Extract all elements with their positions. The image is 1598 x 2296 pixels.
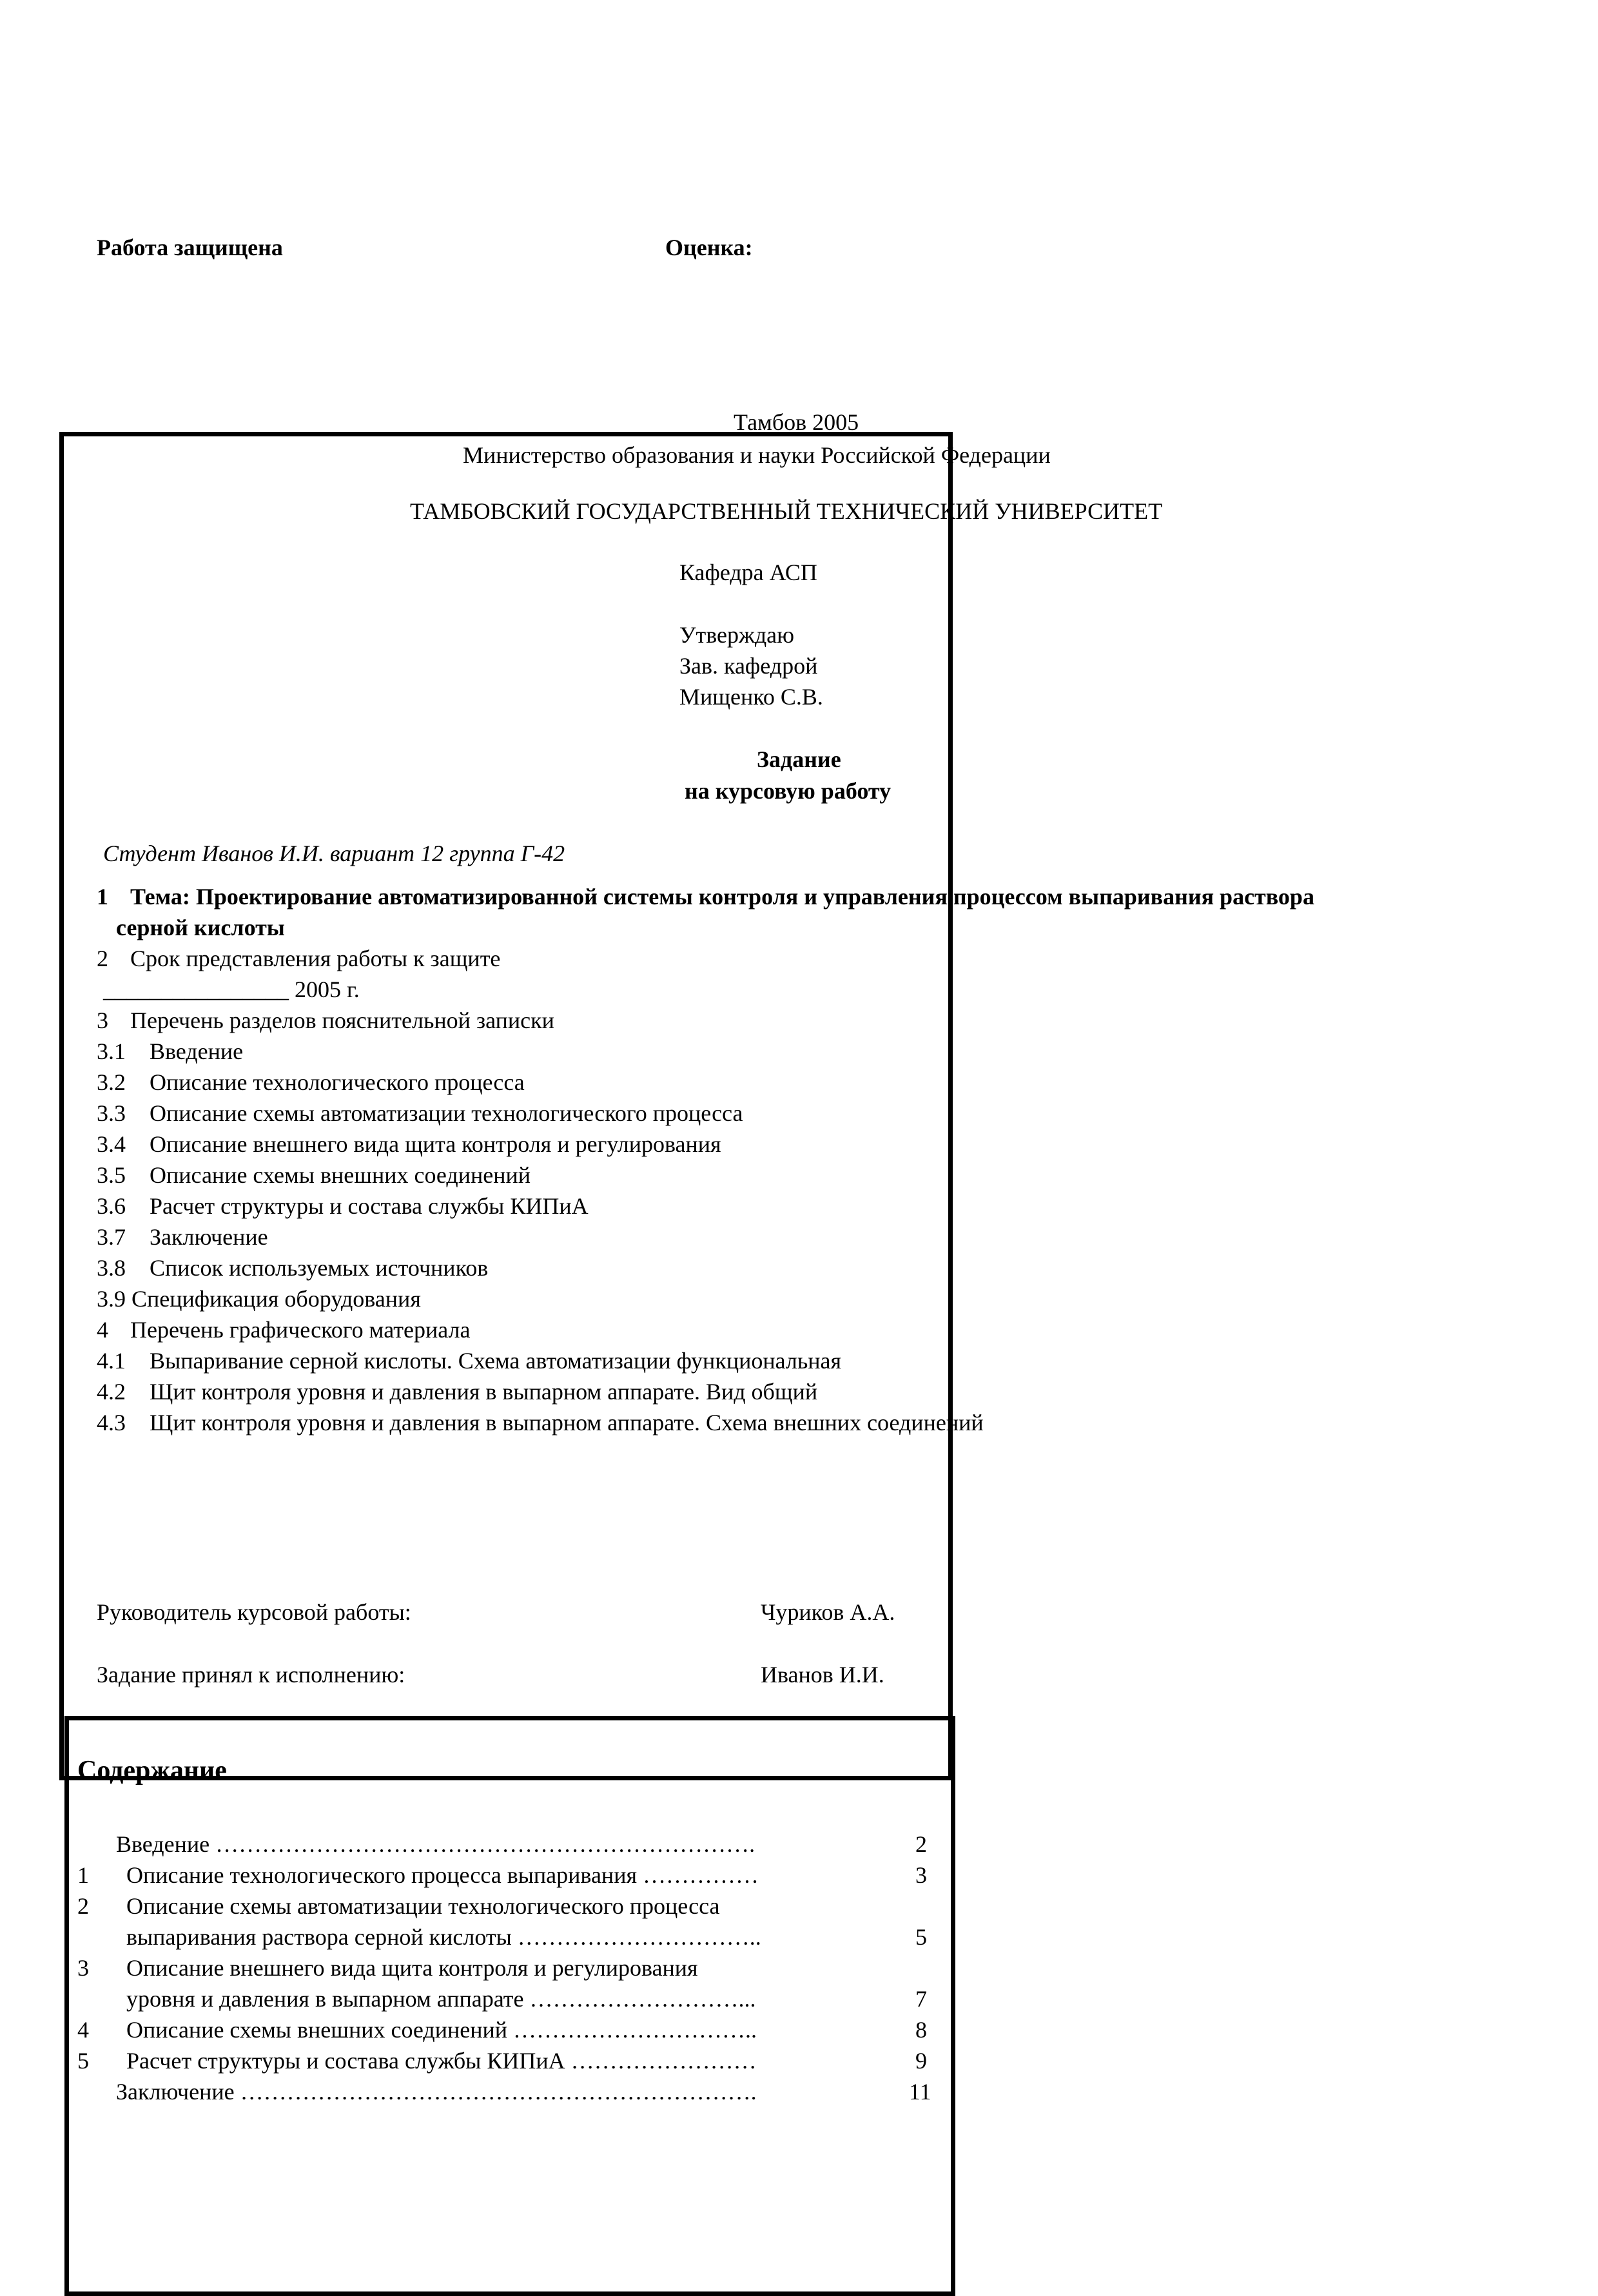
item-text: Описание технологического процесса [150,1069,525,1095]
toc-page: 9 [915,2048,927,2074]
item-text: Перечень разделов пояснительной записки [130,1007,554,1033]
item-num: 2 [97,946,108,971]
toc-num: 3 [77,1955,89,1981]
item-num: 3.5 [97,1162,126,1188]
toc-page: 8 [915,2017,927,2043]
toc-page: 3 [915,1862,927,1888]
item-text: ________________ 2005 г. [103,977,360,1002]
toc-page: 2 [915,1831,927,1857]
student-line: Студент Иванов И.И. вариант 12 группа Г-42 [103,841,565,866]
item-text: Введение [150,1038,244,1064]
ministry-line: Министерство образования и науки Российской Федерации [463,442,1051,468]
assignment-subtitle: на курсовую работу [685,778,892,804]
city-year: Тамбов 2005 [734,409,859,435]
item-num: 4.2 [97,1379,126,1405]
defended-label: Работа защищена [97,235,283,260]
item-text: Щит контроля уровня и давления в выпарном аппарате. Вид общий [150,1379,818,1405]
item-num: 1 [97,884,108,910]
item-text: Описание схемы автоматизации технологического процесса [150,1100,743,1126]
grade-label: Оценка: [665,235,753,260]
approve-line: Утверждаю [679,622,795,648]
toc-num: 1 [77,1862,89,1888]
item-text: Перечень графического материала [130,1317,471,1343]
toc-text: Описание технологического процесса выпаривания …………… [126,1862,759,1888]
head-title: Зав. кафедрой [679,653,818,679]
toc-num: 2 [77,1893,89,1919]
toc-page: 7 [915,1986,927,2012]
toc-text: Заключение …………………………………………………………. [116,2079,757,2105]
item-text: серной кислоты [116,915,285,940]
toc-text: Введение ……………………………………………………………. [116,1831,755,1857]
toc-page: 5 [915,1924,927,1950]
item-num: 3.2 [97,1069,126,1095]
item-text: Заключение [150,1224,268,1250]
department-line: Кафедра АСП [679,559,817,585]
toc-num: 4 [77,2017,89,2043]
item-num: 3.7 [97,1224,126,1250]
item-text: 3.9 Спецификация оборудования [97,1286,421,1312]
item-num: 3.4 [97,1131,126,1157]
assignment-title: Задание [757,746,841,772]
item-num: 3.3 [97,1100,126,1126]
toc-text: Описание схемы автоматизации технологического процесса [126,1893,720,1919]
accepted-name: Иванов И.И. [761,1662,884,1688]
supervisor-name: Чуриков А.А. [761,1599,895,1625]
item-text: Срок представления работы к защите [130,946,501,971]
toc-text: выпаривания раствора серной кислоты ………………………….. [126,1924,761,1950]
item-num: 4.3 [97,1410,126,1435]
item-num: 4.1 [97,1348,126,1374]
item-text: Тема: Проектирование автоматизированной системы контроля и управления процессом выпаривания раствора [130,884,1314,910]
item-num: 3.6 [97,1193,126,1219]
item-text: Выпаривание серной кислоты. Схема автоматизации функциональная [150,1348,842,1374]
accepted-label: Задание принял к исполнению: [97,1662,405,1688]
supervisor-label: Руководитель курсовой работы: [97,1599,411,1625]
item-num: 3.8 [97,1255,126,1281]
toc-text: Расчет структуры и состава службы КИПиА …………………… [126,2048,757,2074]
item-text: Список используемых источников [150,1255,489,1281]
item-text: Расчет структуры и состава службы КИПиА [150,1193,589,1219]
toc-page: 11 [909,2079,931,2105]
item-text: Описание внешнего вида щита контроля и регулирования [150,1131,721,1157]
item-text: Описание схемы внешних соединений [150,1162,531,1188]
head-name: Мищенко С.В. [679,684,823,710]
university-line: ТАМБОВСКИЙ ГОСУДАРСТВЕННЫЙ ТЕХНИЧЕСКИЙ УНИВЕРСИТЕТ [410,498,1163,524]
toc-text: Описание схемы внешних соединений ………………………….. [126,2017,757,2043]
item-text: Щит контроля уровня и давления в выпарном аппарате. Схема внешних соединений [150,1410,984,1435]
toc-num: 5 [77,2048,89,2074]
toc-text: уровня и давления в выпарном аппарате ………………………... [126,1986,756,2012]
toc-text: Описание внешнего вида щита контроля и регулирования [126,1955,698,1981]
contents-heading: Содержание [77,1756,227,1785]
item-num: 3 [97,1007,108,1033]
item-num: 3.1 [97,1038,126,1064]
item-num: 4 [97,1317,108,1343]
